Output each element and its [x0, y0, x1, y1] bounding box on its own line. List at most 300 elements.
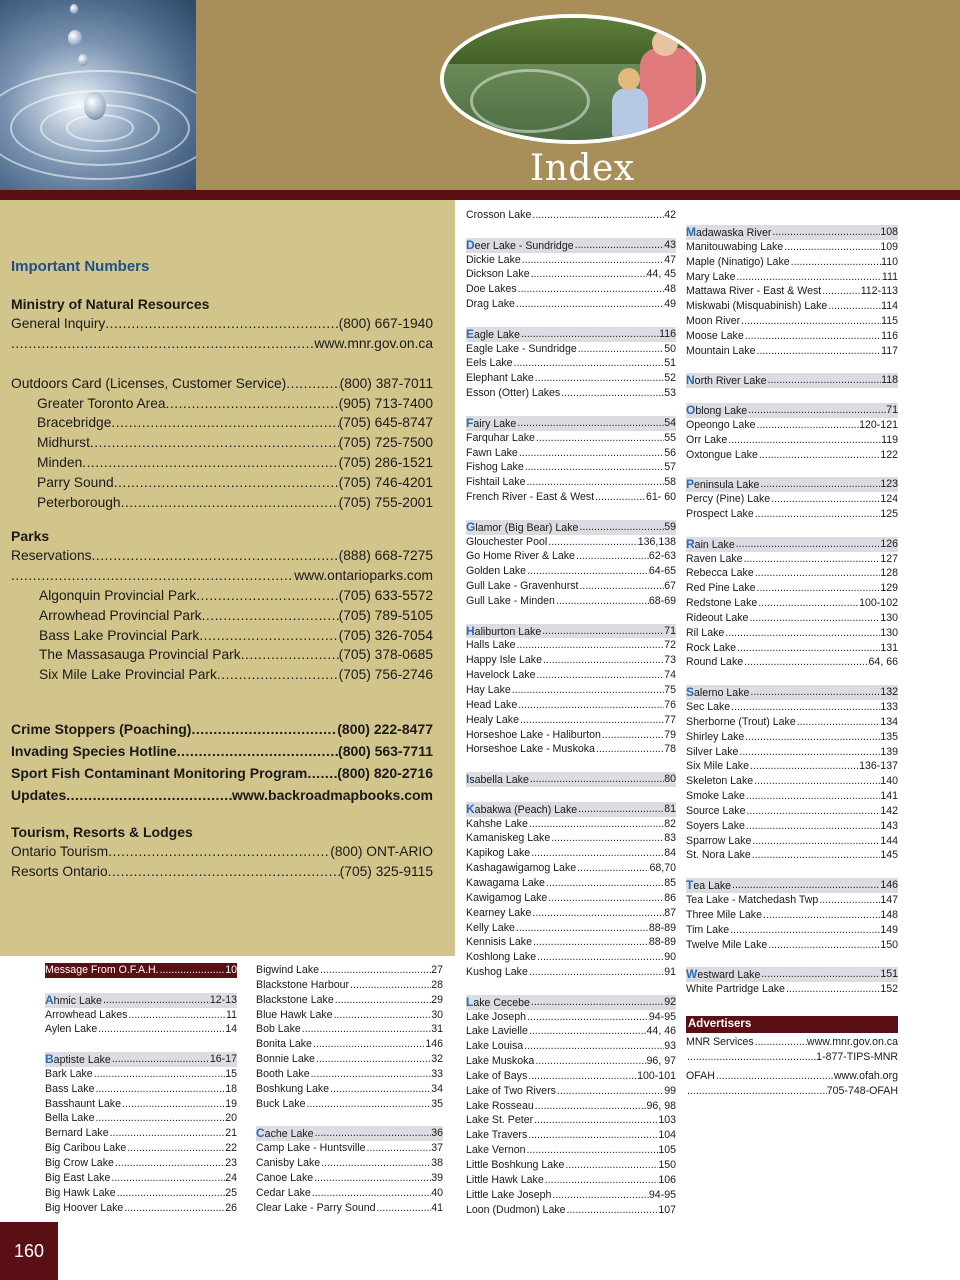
- index-page-number: 14: [225, 1023, 237, 1036]
- index-entry-name: Blackstone Harbour: [256, 978, 350, 991]
- dot-leader: [311, 1186, 431, 1201]
- index-spacer: [686, 670, 898, 685]
- dot-leader: [735, 270, 881, 285]
- index-entry-name: Bonita Lake: [256, 1038, 312, 1051]
- advertiser-contact: 1-877-TIPS-MNR: [816, 1050, 898, 1063]
- page-title: Index: [530, 148, 635, 189]
- dot-leader: [818, 893, 880, 908]
- index-page-number: 146: [880, 879, 898, 892]
- contact-line: [11, 413, 433, 433]
- index-page-number: 57: [664, 461, 676, 474]
- index-page-number: 116: [659, 327, 676, 340]
- index-entry: [256, 1156, 443, 1171]
- index-entry-name: Sec Lake: [686, 701, 731, 713]
- index-entry-name: Doe Lakes: [466, 283, 517, 296]
- index-entry: [686, 908, 898, 923]
- dot-leader: [105, 314, 338, 334]
- dot-leader: [376, 1201, 432, 1216]
- dot-leader: [114, 473, 339, 493]
- index-page-number: 36: [431, 1127, 443, 1140]
- dot-leader: [526, 1010, 649, 1025]
- contact-label: Arrowhead Provincial Park: [39, 607, 202, 623]
- index-entry: [686, 715, 898, 730]
- index-entry-name: Moon River: [686, 315, 741, 328]
- index-entry-name: Soyers Lake: [686, 819, 745, 832]
- index-entry-name: Lake of Bays: [466, 1069, 528, 1082]
- index-entry-name: Bernard Lake: [45, 1127, 109, 1140]
- dot-leader: [566, 1203, 659, 1218]
- index-entry: [466, 371, 676, 386]
- index-page-number: 28: [431, 978, 443, 991]
- index-entry: [45, 1067, 237, 1082]
- index-page-number: 80: [664, 773, 676, 786]
- index-entry-name: Gull Lake - Gravenhurst: [466, 580, 579, 593]
- index-column-1: [45, 963, 237, 1215]
- dot-leader: [735, 537, 881, 552]
- index-entry: [686, 492, 898, 507]
- index-spacer: [466, 505, 676, 520]
- index-page-number: 83: [664, 832, 676, 845]
- dot-leader: [121, 1097, 225, 1112]
- dot-leader: [783, 240, 880, 255]
- index-initial: L: [466, 994, 474, 1009]
- index-entry-name: Miskwabi (Misquabinish) Lake: [686, 300, 828, 313]
- index-entry-name: Red Pine Lake: [686, 582, 756, 595]
- index-entry: [466, 742, 676, 757]
- index-entry-name: [686, 477, 759, 492]
- index-spacer: [466, 980, 676, 995]
- dot-leader: [827, 299, 881, 314]
- dot-leader: [547, 535, 637, 550]
- contact-line: [11, 842, 433, 862]
- dot-leader: [94, 1082, 225, 1097]
- dot-leader: [11, 334, 314, 354]
- contact-line: [11, 314, 433, 334]
- index-page-number: 44, 46: [646, 1025, 676, 1038]
- parks-heading: Parks: [11, 528, 50, 544]
- contact-label: Updates: [11, 787, 67, 803]
- index-entry-name: Lake Muskoka: [466, 1055, 535, 1068]
- page-header: [0, 0, 960, 190]
- index-page-number: 96, 98: [646, 1099, 676, 1112]
- dot-leader: [11, 566, 294, 586]
- index-entry: [686, 700, 898, 715]
- index-page-number: 120-121: [859, 418, 898, 431]
- index-entry: [466, 1069, 676, 1084]
- index-page-number: 41: [431, 1201, 443, 1214]
- index-page-number: 94-95: [648, 1188, 676, 1201]
- index-entry: [256, 993, 443, 1008]
- contact-line: [11, 453, 433, 473]
- index-entry: [686, 433, 898, 448]
- index-column-4: [686, 225, 898, 997]
- dot-leader: [329, 1082, 431, 1097]
- dot-leader: [790, 255, 881, 270]
- index-entry-name: Silver Lake: [686, 745, 739, 758]
- index-entry: [686, 552, 898, 567]
- index-entry: [45, 1008, 237, 1023]
- index-page-number: 150: [880, 938, 898, 951]
- index-entry-name: Arrowhead Lakes: [45, 1008, 128, 1021]
- index-name-rest: orth River Lake: [694, 375, 767, 388]
- contact-label: Resorts Ontario: [11, 863, 108, 879]
- index-entry-name: Gull Lake - Minden: [466, 594, 555, 607]
- page-number: 160: [0, 1222, 58, 1280]
- contact-value: (800) 563-7711: [338, 743, 433, 759]
- dot-leader: [529, 772, 664, 787]
- index-entry: [686, 314, 898, 329]
- index-entry-name: Raven Lake: [686, 552, 743, 565]
- index-page-number: 96, 97: [646, 1055, 676, 1068]
- index-page-number: 15: [225, 1067, 237, 1080]
- index-entry-name: Boshkung Lake: [256, 1082, 330, 1095]
- index-name-rest: airy Lake: [473, 417, 517, 430]
- index-page-number: 73: [664, 654, 676, 667]
- index-page-number: 26: [225, 1201, 237, 1214]
- index-entry-name: Fishtail Lake: [466, 476, 526, 489]
- dot-leader: [349, 978, 431, 993]
- dot-leader: [533, 1113, 658, 1128]
- index-entry: [686, 284, 898, 299]
- dot-leader: [767, 373, 882, 388]
- index-entry: [686, 299, 898, 314]
- index-entry: [686, 967, 898, 982]
- contact-line: [11, 665, 433, 685]
- index-page-number: 68-69: [648, 594, 676, 607]
- index-entry-name: Canisby Lake: [256, 1156, 321, 1169]
- contact-value: (905) 713-7400: [338, 395, 433, 411]
- index-entry: [45, 1111, 237, 1126]
- tourism-heading: Tourism, Resorts & Lodges: [11, 824, 193, 840]
- index-page-number: 109: [880, 240, 898, 253]
- index-entry: [686, 655, 898, 670]
- contact-line: [11, 546, 433, 566]
- index-entry-name: Little Hawk Lake: [466, 1173, 544, 1186]
- index-page-number: 147: [880, 893, 898, 906]
- dot-leader: [527, 1069, 637, 1084]
- index-entry: [686, 745, 898, 760]
- index-entry-name: Blue Hawk Lake: [256, 1008, 333, 1021]
- index-page-number: 128: [880, 567, 898, 580]
- index-entry: [466, 1158, 676, 1173]
- index-page-number: 148: [880, 908, 898, 921]
- index-entry: [466, 238, 676, 253]
- dot-leader: [528, 965, 664, 980]
- dot-leader: [97, 1022, 225, 1037]
- index-entry: [45, 1022, 237, 1037]
- index-name-rest: sabella Lake: [469, 774, 529, 787]
- index-page-number: 123: [880, 478, 898, 491]
- index-entry-name: Kennisis Lake: [466, 936, 532, 949]
- dot-leader: [319, 963, 431, 978]
- index-page-number: 39: [431, 1171, 443, 1184]
- index-page-number: 12-13: [209, 993, 237, 1006]
- dot-leader: [159, 963, 226, 978]
- index-entry-name: Shirley Lake: [686, 730, 745, 743]
- contact-line: [11, 740, 433, 762]
- index-page-number: 47: [664, 253, 676, 266]
- index-entry: [466, 386, 676, 401]
- dot-leader: [121, 493, 339, 513]
- index-entry: [466, 460, 676, 475]
- index-entry-name: Big East Lake: [45, 1171, 111, 1184]
- index-entry-name: Clear Lake - Parry Sound: [256, 1201, 376, 1214]
- index-page-number: 54: [664, 416, 676, 429]
- index-entry: [686, 923, 898, 938]
- index-page-number: 62-63: [648, 550, 676, 563]
- dot-leader: [575, 549, 649, 564]
- dot-leader: [532, 935, 649, 950]
- index-entry: [466, 1128, 676, 1143]
- index-entry-name: Camp Lake - Huntsville: [256, 1142, 366, 1155]
- index-name-rest: aliburton Lake: [474, 625, 542, 638]
- dot-leader: [111, 413, 338, 433]
- contact-line: [11, 334, 433, 354]
- advertiser-name: MNR Services: [686, 1036, 754, 1048]
- index-entry: [466, 683, 676, 698]
- advertiser-contact: 705-748-OFAH: [826, 1084, 898, 1097]
- index-page-number: 25: [225, 1186, 237, 1199]
- index-entry: [686, 344, 898, 359]
- index-page-number: 53: [664, 387, 676, 400]
- index-page-number: 136,138: [637, 535, 676, 548]
- index-page-number: 100-102: [859, 597, 898, 610]
- dot-leader: [574, 238, 665, 253]
- dot-leader: [199, 626, 338, 646]
- index-page-number: 27: [431, 964, 443, 976]
- index-entry-name: Horseshoe Lake - Muskoka: [466, 743, 595, 756]
- contact-value: www.mnr.gov.on.ca: [314, 335, 433, 351]
- index-entry-name: Lake of Two Rivers: [466, 1084, 556, 1097]
- contact-label: Invading Species Hotline: [11, 743, 177, 759]
- index-entry-name: [686, 403, 747, 418]
- dot-leader: [114, 1156, 225, 1171]
- index-page-number: 85: [664, 876, 676, 889]
- important-numbers-heading: Important Numbers: [11, 258, 150, 275]
- advertiser-line: [686, 1050, 898, 1065]
- index-page-number: 81: [664, 802, 676, 815]
- index-entry-name: Lake Travers: [466, 1129, 528, 1142]
- index-entry: [466, 253, 676, 268]
- dot-leader: [196, 586, 338, 606]
- index-entry-name: Cedar Lake: [256, 1186, 311, 1199]
- index-page-number: 106: [658, 1173, 676, 1186]
- index-entry: [466, 772, 676, 787]
- index-name-rest: abakwa (Peach) Lake: [474, 803, 578, 816]
- index-page-number: 133: [880, 701, 898, 713]
- dot-leader: [90, 433, 339, 453]
- index-entry: [466, 965, 676, 980]
- index-entry: [45, 963, 237, 978]
- index-entry: [256, 1037, 443, 1052]
- index-initial: O: [686, 403, 696, 418]
- index-page-number: 23: [225, 1156, 237, 1169]
- dot-leader: [577, 802, 664, 817]
- contact-line: [11, 374, 433, 394]
- index-entry-name: Dickson Lake: [466, 268, 530, 281]
- index-entry-name: Loon (Dudmon) Lake: [466, 1203, 566, 1216]
- index-entry-name: Six Mile Lake: [686, 760, 749, 773]
- contact-line: [11, 586, 433, 606]
- index-page-number: 76: [664, 698, 676, 711]
- index-spacer: [466, 757, 676, 772]
- dot-leader: [541, 624, 664, 639]
- index-entry: [256, 963, 443, 978]
- index-entry-name: Orr Lake: [686, 433, 728, 446]
- index-spacer: [686, 359, 898, 374]
- index-entry-name: Eagle Lake - Sundridge: [466, 342, 577, 355]
- index-entry-name: [45, 993, 102, 1008]
- index-page-number: 94-95: [648, 1010, 676, 1023]
- index-entry-name: Horseshoe Lake - Haliburton: [466, 728, 601, 741]
- index-entry: [686, 730, 898, 745]
- contact-label: Ontario Tourism: [11, 844, 109, 859]
- index-entry: [466, 876, 676, 891]
- index-entry: [466, 342, 676, 357]
- index-entry-name: Lake Lavielle: [466, 1025, 528, 1038]
- index-entry: [466, 698, 676, 713]
- dot-leader: [686, 1084, 827, 1099]
- index-name-rest: alerno Lake: [694, 687, 750, 700]
- index-page-number: 146: [425, 1038, 443, 1051]
- index-entry-name: Three Mile Lake: [686, 908, 762, 921]
- index-entry: [686, 596, 898, 611]
- index-initial: F: [466, 415, 474, 430]
- index-spacer: [45, 978, 237, 993]
- index-entry-name: Mary Lake: [686, 270, 736, 283]
- index-entry-name: Smoke Lake: [686, 790, 745, 803]
- dot-leader: [313, 1171, 431, 1186]
- index-entry-name: Canoe Lake: [256, 1171, 314, 1184]
- index-page-number: 21: [225, 1127, 237, 1140]
- index-entry: [686, 581, 898, 596]
- parks-section: [11, 526, 433, 685]
- index-name-rest: adawaska River: [696, 227, 772, 239]
- dot-leader: [520, 327, 659, 342]
- dot-leader: [513, 356, 665, 371]
- advertiser-contact: www.mnr.gov.on.ca: [806, 1036, 898, 1048]
- index-entry: [466, 935, 676, 950]
- dot-leader: [286, 374, 339, 394]
- index-entry-name: Bella Lake: [45, 1112, 95, 1125]
- index-page-number: 143: [880, 819, 898, 832]
- index-page-number: 117: [881, 344, 898, 357]
- advertiser-line: [686, 1084, 898, 1099]
- index-entry-name: Kapikog Lake: [466, 847, 531, 860]
- water-drop-photo: [0, 0, 196, 190]
- dot-leader: [526, 564, 649, 579]
- dot-leader: [544, 1173, 659, 1188]
- dot-leader: [531, 906, 664, 921]
- index-entry: [256, 1126, 443, 1141]
- index-page-number: 20: [225, 1112, 237, 1125]
- index-entry: [686, 507, 898, 522]
- index-page-number: 93: [664, 1040, 676, 1053]
- index-entry: [686, 225, 898, 240]
- index-entry: [686, 477, 898, 492]
- index-entry-name: Big Crow Lake: [45, 1156, 114, 1169]
- dot-leader: [744, 329, 881, 344]
- index-page-number: 111: [881, 270, 898, 283]
- index-entry: [686, 270, 898, 285]
- index-entry: [256, 1052, 443, 1067]
- index-page-number: 127: [880, 552, 898, 565]
- advertiser-contact: www.ofah.org: [833, 1069, 898, 1082]
- index-entry: [466, 446, 676, 461]
- index-entry: [256, 1201, 443, 1216]
- index-entry-name: Fawn Lake: [466, 446, 518, 459]
- contact-value: (705) 756-2746: [338, 667, 433, 683]
- index-page-number: 79: [664, 728, 676, 741]
- index-entry: [466, 431, 676, 446]
- index-entry-name: Aylen Lake: [45, 1023, 98, 1036]
- index-entry-name: Head Lake: [466, 698, 518, 711]
- dot-leader: [745, 804, 880, 819]
- index-spacer: [466, 401, 676, 416]
- index-name-rest: ea Lake: [693, 880, 732, 893]
- dot-leader: [545, 876, 664, 891]
- contact-line: [11, 394, 433, 414]
- contact-line: [11, 354, 433, 374]
- dot-leader: [534, 1054, 646, 1069]
- contact-line: [11, 762, 433, 784]
- index-page-number: 67: [664, 580, 676, 593]
- dot-leader: [555, 594, 649, 609]
- index-page-number: 75: [664, 684, 676, 696]
- dot-leader: [530, 267, 647, 282]
- index-page-number: 30: [431, 1008, 443, 1021]
- index-entry: [466, 297, 676, 312]
- index-entry: [45, 1052, 237, 1067]
- index-entry-name: Havelock Lake: [466, 669, 536, 682]
- index-page-number: 44, 45: [646, 268, 676, 281]
- index-entry-name: Kearney Lake: [466, 906, 532, 919]
- index-name-rest: agle Lake: [474, 328, 520, 341]
- index-entry: [45, 1097, 237, 1112]
- contact-line: [11, 626, 433, 646]
- index-entry: [256, 1067, 443, 1082]
- dot-leader: [307, 762, 337, 784]
- dot-leader: [550, 831, 664, 846]
- dot-leader: [758, 448, 880, 463]
- advertiser-line: [686, 1069, 898, 1084]
- dot-leader: [166, 394, 339, 414]
- index-entry-name: Sparrow Lake: [686, 834, 752, 847]
- index-entry: [256, 1022, 443, 1037]
- index-page-number: 105: [658, 1144, 676, 1157]
- index-entry-name: Rock Lake: [686, 641, 737, 654]
- index-entry: [686, 982, 898, 997]
- index-entry-name: Lake Louisa: [466, 1040, 524, 1053]
- dot-leader: [751, 834, 880, 849]
- dot-leader: [116, 1186, 226, 1201]
- index-initial: W: [686, 967, 698, 982]
- index-entry-name: Healy Lake: [466, 713, 519, 726]
- dot-leader: [310, 1067, 432, 1082]
- dot-leader: [747, 403, 886, 418]
- dot-leader: [320, 1156, 431, 1171]
- index-page-number: 24: [225, 1171, 237, 1184]
- index-initial: P: [686, 477, 695, 492]
- dot-leader: [123, 1201, 225, 1216]
- contact-label: General Inquiry: [11, 316, 106, 331]
- dot-leader: [749, 685, 880, 700]
- index-entry: [466, 668, 676, 683]
- dot-leader: [727, 433, 881, 448]
- index-spacer: [686, 863, 898, 878]
- index-entry-name: Happy Isle Lake: [466, 654, 542, 667]
- index-name-rest: ain Lake: [694, 538, 735, 551]
